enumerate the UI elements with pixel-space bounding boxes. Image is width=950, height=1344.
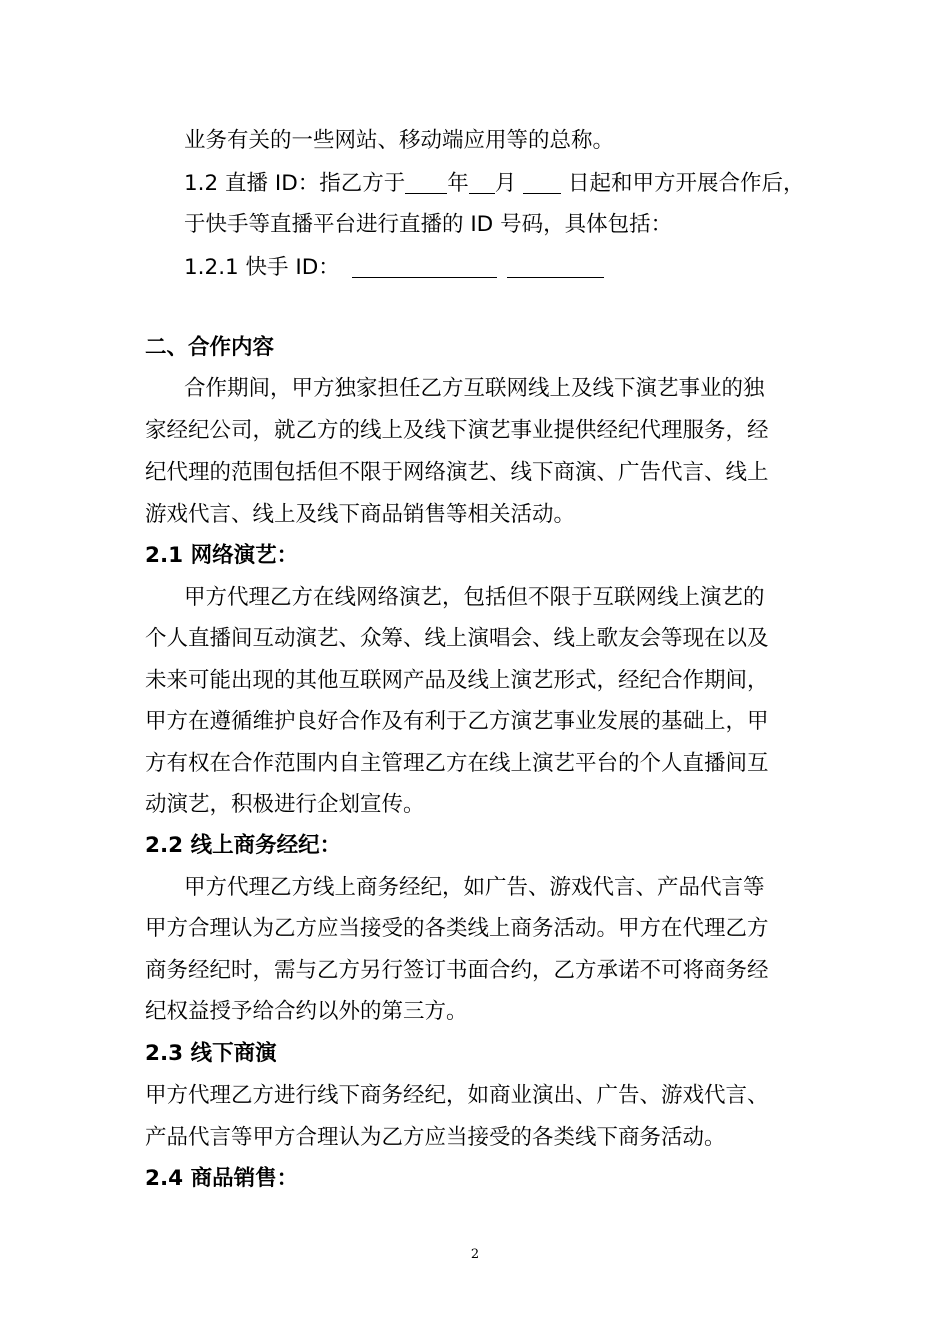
kuaishou-id-label: 1.2.1 快手 ID： bbox=[184, 255, 340, 280]
paragraph-line: 合作期间，甲方独家担任乙方互联网线上及线下演艺事业的独 bbox=[184, 376, 765, 401]
subsection-heading: 2.4 商品销售： bbox=[145, 1166, 299, 1191]
subsection-heading: 2.2 线上商务经纪： bbox=[145, 833, 342, 858]
paragraph-line: 甲方代理乙方进行线下商务经纪，如商业演出、广告、游戏代言、 bbox=[145, 1083, 769, 1108]
paragraph-line: 于快手等直播平台进行直播的 ID 号码，具体包括： bbox=[184, 212, 673, 237]
day-blank bbox=[523, 171, 561, 194]
paragraph-line: 个人直播间互动演艺、众筹、线上演唱会、线上歌友会等现在以及 bbox=[145, 626, 769, 651]
paragraph-line: 纪权益授予给合约以外的第三方。 bbox=[145, 999, 468, 1024]
paragraph-line: 甲方在遵循维护良好合作及有利于乙方演艺事业发展的基础上，甲 bbox=[145, 709, 769, 734]
item-1-2 bbox=[184, 169, 805, 199]
day-text: 日起和甲方开展合作后， bbox=[567, 171, 805, 196]
month-label: 月 bbox=[494, 171, 517, 196]
paragraph-line: 业务有关的一些网站、移动端应用等的总称。 bbox=[184, 128, 615, 153]
year-label: 年 bbox=[447, 171, 469, 196]
kuaishou-id-blank-1 bbox=[352, 255, 497, 278]
kuaishou-id-blank-2 bbox=[507, 255, 604, 278]
paragraph-line: 甲方合理认为乙方应当接受的各类线上商务活动。甲方在代理乙方 bbox=[145, 916, 769, 941]
item-1-2-1 bbox=[184, 253, 604, 283]
paragraph-line: 家经纪公司，就乙方的线上及线下演艺事业提供经纪代理服务，经 bbox=[145, 418, 769, 443]
paragraph-line: 甲方代理乙方线上商务经纪，如广告、游戏代言、产品代言等 bbox=[184, 875, 765, 900]
paragraph-line: 纪代理的范围包括但不限于网络演艺、线下商演、广告代言、线上 bbox=[145, 460, 769, 485]
paragraph-line: 方有权在合作范围内自主管理乙方在线上演艺平台的个人直播间互 bbox=[145, 751, 769, 776]
paragraph-line: 甲方代理乙方在线网络演艺，包括但不限于互联网线上演艺的 bbox=[184, 585, 765, 610]
page-number: 2 bbox=[470, 1247, 480, 1262]
paragraph-line: 动演艺，积极进行企划宣传。 bbox=[145, 792, 425, 817]
paragraph-line: 游戏代言、线上及线下商品销售等相关活动。 bbox=[145, 502, 576, 527]
year-blank bbox=[405, 171, 447, 194]
section-heading: 二、合作内容 bbox=[145, 335, 275, 360]
paragraph-line: 商务经纪时，需与乙方另行签订书面合约，乙方承诺不可将商务经 bbox=[145, 958, 769, 983]
subsection-heading: 2.3 线下商演 bbox=[145, 1041, 277, 1066]
subsection-heading: 2.1 网络演艺： bbox=[145, 543, 299, 568]
paragraph-line: 未来可能出现的其他互联网产品及线上演艺形式，经纪合作期间， bbox=[145, 668, 769, 693]
month-blank bbox=[469, 171, 495, 194]
paragraph-line: 产品代言等甲方合理认为乙方应当接受的各类线下商务活动。 bbox=[145, 1125, 726, 1150]
item-1-2-text: 1.2 直播 ID：指乙方于 bbox=[184, 171, 406, 196]
